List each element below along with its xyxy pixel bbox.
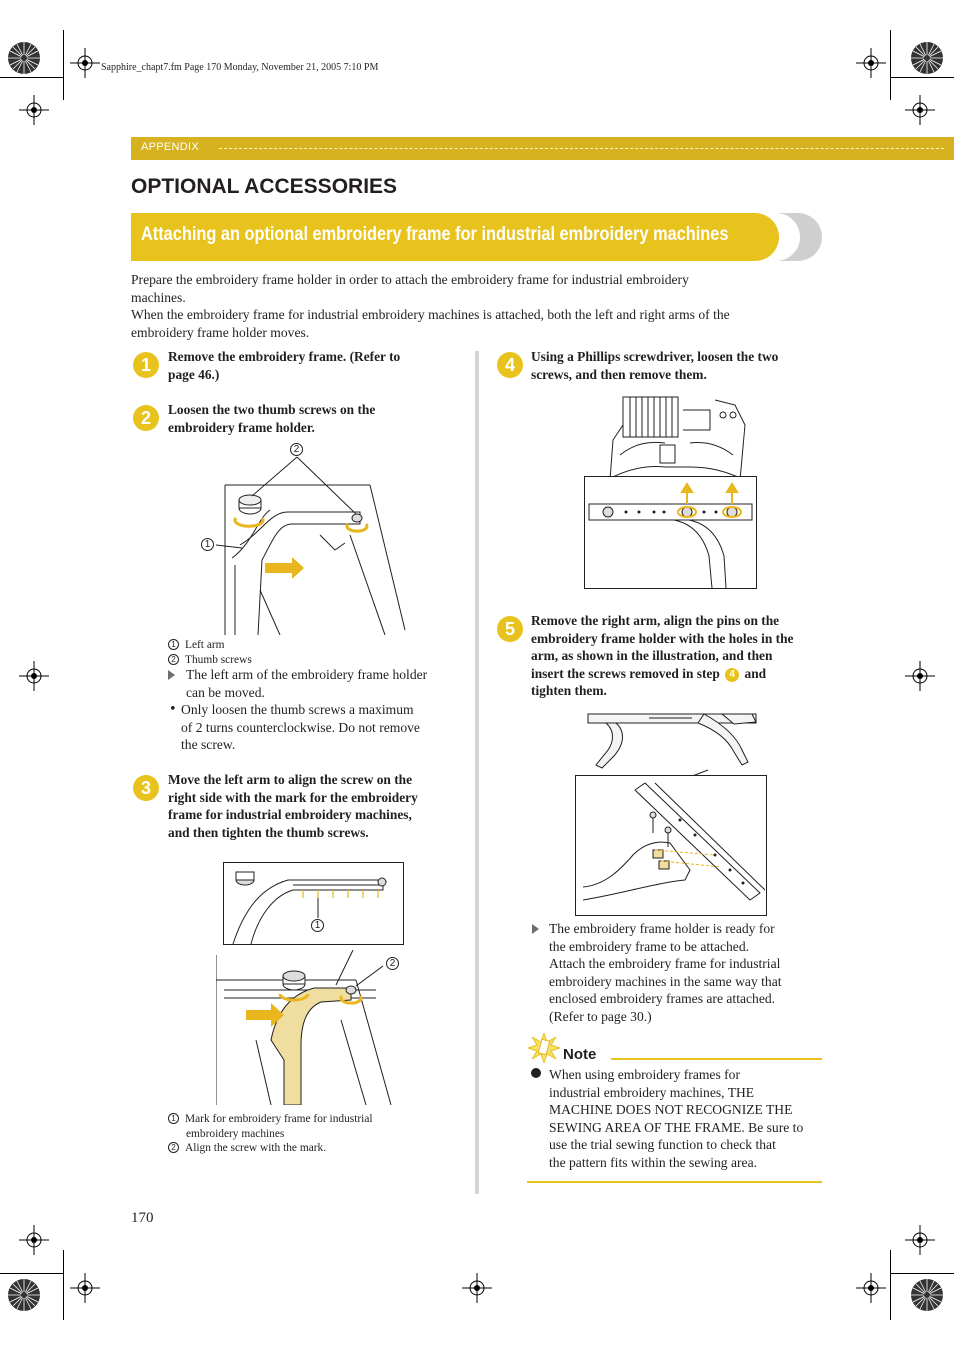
- callout-1: 1: [201, 538, 214, 551]
- step-line: arm, as shown in the illustration, and then: [531, 648, 773, 664]
- note-line: the pattern fits within the sewing area.: [549, 1154, 757, 1170]
- file-info: Sapphire_chapt7.fm Page 170 Monday, November 21, 2005 7:10 PM: [101, 62, 379, 73]
- note-line: MACHINE DOES NOT RECOGNIZE THE: [549, 1102, 793, 1118]
- step-line-part: and: [744, 665, 767, 681]
- caption-text: embroidery machines: [186, 1127, 285, 1140]
- step-line: right side with the mark for the embroidery: [168, 789, 418, 805]
- bullet-line: Only loosen the thumb screws a maximum: [181, 702, 414, 717]
- topic-banner: [131, 213, 779, 261]
- section-tab-rule: [219, 148, 944, 149]
- crop-line: [891, 1273, 954, 1274]
- result-line: (Refer to page 30.): [549, 1008, 652, 1024]
- crosshair-mark-icon: [19, 95, 49, 125]
- step-1-text: [168, 348, 468, 383]
- crosshair-mark-icon: [856, 1273, 886, 1303]
- note-bullet-icon: [531, 1068, 541, 1078]
- bullet-marker: •: [169, 702, 177, 717]
- result-arrow-icon: [168, 670, 175, 680]
- intro-paragraph: [131, 271, 821, 342]
- result-line: can be moved.: [186, 684, 265, 700]
- frame-holder-overview-illustration: [584, 710, 760, 780]
- crop-line: [891, 77, 954, 78]
- step-number-badge: 2: [133, 405, 159, 431]
- step-line: page 46.): [168, 366, 220, 382]
- result-line: The left arm of the embroidery frame holder: [186, 667, 428, 682]
- crosshair-mark-icon: [905, 1225, 935, 1255]
- registration-mark-icon: [909, 40, 945, 76]
- crosshair-mark-icon: [19, 661, 49, 691]
- caption-number: 2: [168, 1142, 179, 1153]
- topic-banner-title: Attaching an optional embroidery frame for industrial embroidery machines: [141, 224, 729, 245]
- step-line: Loosen the two thumb screws on the: [168, 402, 376, 417]
- step-line: tighten them.: [531, 683, 607, 699]
- section-tab-label: APPENDIX: [141, 141, 200, 153]
- frame-mark-closeup-illustration: [223, 862, 404, 945]
- figure-caption: [168, 638, 468, 667]
- intro-line: Prepare the embroidery frame holder in order to attach the embroidery frame for industrial embroidery: [131, 272, 689, 287]
- step-number-badge: 5: [497, 616, 523, 642]
- caption-item: [168, 653, 468, 668]
- caption-item: [168, 638, 468, 653]
- caption-text: Align the screw with the mark.: [185, 1142, 327, 1154]
- step-4-text: [531, 348, 831, 383]
- step-number-badge: 3: [133, 775, 159, 801]
- result-line: embroidery machines in the same way that: [549, 973, 782, 989]
- crop-line: [0, 1273, 63, 1274]
- step-line: Using a Phillips screwdriver, loosen the two: [531, 349, 779, 364]
- thumb-screws-illustration: [200, 440, 410, 635]
- remove-screws-illustration: [584, 476, 758, 590]
- note-top-rule: [611, 1058, 822, 1060]
- result-line: Attach the embroidery frame for industrial: [549, 956, 781, 972]
- step-line: embroidery frame holder.: [168, 419, 315, 435]
- step-line: Remove the embroidery frame. (Refer to: [168, 349, 401, 364]
- crop-line: [0, 77, 63, 78]
- section-tab-bar: [131, 137, 954, 160]
- callout-1: 1: [311, 919, 324, 932]
- step-number-badge: 1: [133, 352, 159, 378]
- note-line: use the trial sewing function to check that: [549, 1137, 776, 1153]
- section-title: OPTIONAL ACCESSORIES: [131, 175, 398, 198]
- caption-text: Mark for embroidery frame for industrial: [185, 1113, 373, 1125]
- note-line: SEWING AREA OF THE FRAME. Be sure to: [549, 1119, 804, 1135]
- step-line-part: insert the screws removed in step: [531, 665, 720, 681]
- crosshair-mark-icon: [70, 48, 100, 78]
- intro-line: embroidery frame holder moves.: [131, 325, 310, 341]
- step-2-bullet: [181, 701, 471, 754]
- caption-text: Thumb screws: [185, 653, 252, 666]
- banner-chevron-icon: [774, 213, 824, 261]
- note-bottom-rule: [527, 1181, 822, 1183]
- crosshair-mark-icon: [70, 1273, 100, 1303]
- step-line: embroidery frame holder with the holes in the: [531, 630, 794, 646]
- attach-right-arm-illustration: [575, 775, 768, 917]
- crop-line: [63, 30, 64, 100]
- step-line: [531, 665, 831, 683]
- crosshair-mark-icon: [462, 1273, 492, 1303]
- callout-2: 2: [290, 443, 303, 456]
- step-line: frame for industrial embroidery machines,: [168, 807, 412, 823]
- caption-number: 2: [168, 654, 179, 665]
- step-3-text: [168, 771, 468, 841]
- note-line: When using embroidery frames for: [549, 1067, 741, 1082]
- bullet-line: of 2 turns counterclockwise. Do not remove: [181, 719, 420, 735]
- machine-overview-illustration: [605, 395, 750, 480]
- result-line: enclosed embroidery frames are attached.: [549, 991, 776, 1007]
- caption-item: [168, 1112, 468, 1127]
- crosshair-mark-icon: [905, 661, 935, 691]
- step-5-text: [531, 612, 831, 700]
- caption-item: [168, 1127, 468, 1142]
- crop-line: [890, 30, 891, 100]
- result-arrow-icon: [532, 924, 539, 934]
- result-line: The embroidery frame holder is ready for: [549, 921, 775, 936]
- callout-2: 2: [386, 957, 399, 970]
- registration-mark-icon: [6, 40, 42, 76]
- caption-number: 1: [168, 1113, 179, 1124]
- step-reference-badge: 4: [725, 668, 739, 682]
- caption-item: [168, 1141, 468, 1156]
- crosshair-mark-icon: [856, 48, 886, 78]
- crop-line: [890, 1250, 891, 1320]
- crosshair-mark-icon: [19, 1225, 49, 1255]
- step-line: Remove the right arm, align the pins on the: [531, 613, 780, 628]
- column-divider: [475, 351, 479, 1194]
- intro-line: When the embroidery frame for industrial embroidery machines is attached, both the left and right arms of the: [131, 307, 730, 323]
- note-icon: [528, 1033, 560, 1063]
- step-number-badge: 4: [497, 352, 523, 378]
- crop-line: [63, 1250, 64, 1320]
- crosshair-mark-icon: [905, 95, 935, 125]
- note-text: [549, 1066, 829, 1172]
- step-line: Move the left arm to align the screw on the: [168, 772, 413, 787]
- figure-caption: [168, 1112, 468, 1156]
- registration-mark-icon: [6, 1277, 42, 1313]
- align-screw-illustration: [216, 950, 406, 1105]
- step-5-result: [549, 920, 829, 1026]
- note-line: industrial embroidery machines, THE: [549, 1084, 755, 1100]
- registration-mark-icon: [909, 1277, 945, 1313]
- note-title: Note: [563, 1046, 597, 1063]
- intro-line: machines.: [131, 289, 186, 305]
- page-number: 170: [131, 1210, 154, 1226]
- bullet-line: the screw.: [181, 737, 236, 753]
- step-line: screws, and then remove them.: [531, 366, 707, 382]
- step-line: and then tighten the thumb screws.: [168, 824, 369, 840]
- caption-number: 1: [168, 639, 179, 650]
- caption-text: Left arm: [185, 639, 225, 651]
- step-2-text: [168, 401, 468, 436]
- step-2-result: [186, 666, 476, 701]
- result-line: the embroidery frame to be attached.: [549, 938, 750, 954]
